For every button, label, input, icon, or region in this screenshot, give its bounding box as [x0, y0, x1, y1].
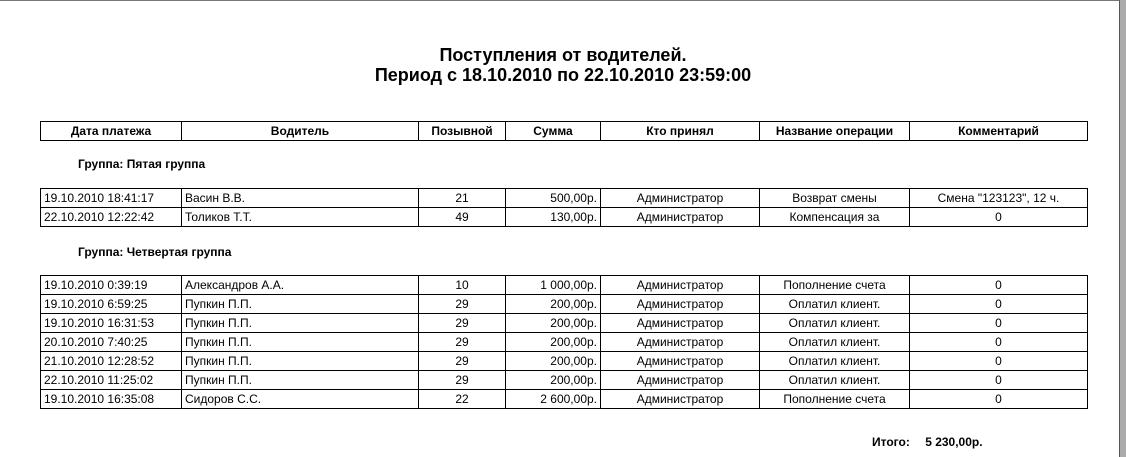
- total-label: Итого:: [872, 435, 910, 449]
- cell-driver: Васин В.В.: [182, 189, 419, 208]
- cell-comment: 0: [910, 371, 1088, 390]
- cell-accepted-by: Администратор: [601, 352, 760, 371]
- cell-driver: Толиков Т.Т.: [182, 208, 419, 227]
- cell-callsign: 29: [419, 314, 506, 333]
- cell-amount: 200,00р.: [506, 295, 601, 314]
- cell-date: 19.10.2010 16:31:53: [41, 314, 182, 333]
- report-title-line2: Период с 18.10.2010 по 22.10.2010 23:59:00: [374, 65, 752, 85]
- cell-callsign: 29: [419, 333, 506, 352]
- cell-accepted-by: Администратор: [601, 189, 760, 208]
- cell-comment: 0: [910, 314, 1088, 333]
- group-table: [40, 275, 1088, 409]
- total-value: 5 230,00р.: [925, 435, 983, 449]
- cell-operation: Компенсация за: [760, 208, 910, 227]
- cell-driver: Пупкин П.П.: [182, 352, 419, 371]
- col-header-date: Дата платежа: [41, 122, 182, 141]
- cell-driver: Пупкин П.П.: [182, 333, 419, 352]
- cell-date: 19.10.2010 6:59:25: [41, 295, 182, 314]
- cell-date: 22.10.2010 12:22:42: [41, 208, 182, 227]
- cell-accepted-by: Администратор: [601, 276, 760, 295]
- cell-comment: 0: [910, 276, 1088, 295]
- col-header-driver: Водитель: [182, 122, 419, 141]
- cell-date: 20.10.2010 7:40:25: [41, 333, 182, 352]
- cell-comment: 0: [910, 295, 1088, 314]
- cell-operation: Возврат смены: [760, 189, 910, 208]
- cell-accepted-by: Администратор: [601, 208, 760, 227]
- table-row: [41, 276, 1088, 295]
- table-row: [41, 333, 1088, 352]
- cell-accepted-by: Администратор: [601, 371, 760, 390]
- cell-accepted-by: Администратор: [601, 390, 760, 409]
- cell-operation: Оплатил клиент.: [760, 333, 910, 352]
- cell-accepted-by: Администратор: [601, 295, 760, 314]
- table-row: [41, 208, 1088, 227]
- cell-comment: 0: [910, 208, 1088, 227]
- cell-amount: 200,00р.: [506, 371, 601, 390]
- report-title-line1: Поступления от водителей.: [439, 45, 687, 65]
- cell-operation: Оплатил клиент.: [760, 371, 910, 390]
- cell-operation: Оплатил клиент.: [760, 352, 910, 371]
- total-line: [872, 435, 983, 449]
- table-row: [41, 314, 1088, 333]
- cell-callsign: 22: [419, 390, 506, 409]
- cell-date: 22.10.2010 11:25:02: [41, 371, 182, 390]
- cell-callsign: 21: [419, 189, 506, 208]
- cell-callsign: 10: [419, 276, 506, 295]
- cell-callsign: 29: [419, 371, 506, 390]
- cell-date: 19.10.2010 0:39:19: [41, 276, 182, 295]
- cell-callsign: 29: [419, 295, 506, 314]
- cell-date: 19.10.2010 16:35:08: [41, 390, 182, 409]
- col-header-operation: Название операции: [760, 122, 910, 141]
- cell-comment: 0: [910, 352, 1088, 371]
- cell-date: 21.10.2010 12:28:52: [41, 352, 182, 371]
- cell-amount: 200,00р.: [506, 333, 601, 352]
- col-header-accepted-by: Кто принял: [601, 122, 760, 141]
- col-header-amount: Сумма: [506, 122, 601, 141]
- cell-amount: 130,00р.: [506, 208, 601, 227]
- cell-amount: 500,00р.: [506, 189, 601, 208]
- cell-comment: 0: [910, 390, 1088, 409]
- header-row: [41, 122, 1088, 141]
- table-row: [41, 189, 1088, 208]
- cell-driver: Пупкин П.П.: [182, 295, 419, 314]
- col-header-comment: Комментарий: [910, 122, 1088, 141]
- cell-driver: Пупкин П.П.: [182, 314, 419, 333]
- cell-operation: Пополнение счета: [760, 390, 910, 409]
- cell-callsign: 29: [419, 352, 506, 371]
- cell-amount: 200,00р.: [506, 314, 601, 333]
- cell-date: 19.10.2010 18:41:17: [41, 189, 182, 208]
- cell-driver: Александров А.А.: [182, 276, 419, 295]
- cell-operation: Пополнение счета: [760, 276, 910, 295]
- cell-amount: 2 600,00р.: [506, 390, 601, 409]
- table-row: [41, 371, 1088, 390]
- cell-accepted-by: Администратор: [601, 314, 760, 333]
- cell-amount: 1 000,00р.: [506, 276, 601, 295]
- table-row: [41, 390, 1088, 409]
- cell-driver: Сидоров С.С.: [182, 390, 419, 409]
- cell-amount: 200,00р.: [506, 352, 601, 371]
- group-label: Группа: Четвертая группа: [78, 245, 232, 259]
- cell-accepted-by: Администратор: [601, 333, 760, 352]
- header-table: [40, 121, 1088, 141]
- col-header-callsign: Позывной: [419, 122, 506, 141]
- table-row: [41, 352, 1088, 371]
- cell-driver: Пупкин П.П.: [182, 371, 419, 390]
- cell-comment: 0: [910, 333, 1088, 352]
- cell-callsign: 49: [419, 208, 506, 227]
- report-title: [0, 45, 1126, 85]
- group-label: Группа: Пятая группа: [78, 157, 206, 171]
- group-table: [40, 188, 1088, 227]
- cell-operation: Оплатил клиент.: [760, 295, 910, 314]
- cell-comment: Смена "123123", 12 ч.: [910, 189, 1088, 208]
- table-row: [41, 295, 1088, 314]
- cell-operation: Оплатил клиент.: [760, 314, 910, 333]
